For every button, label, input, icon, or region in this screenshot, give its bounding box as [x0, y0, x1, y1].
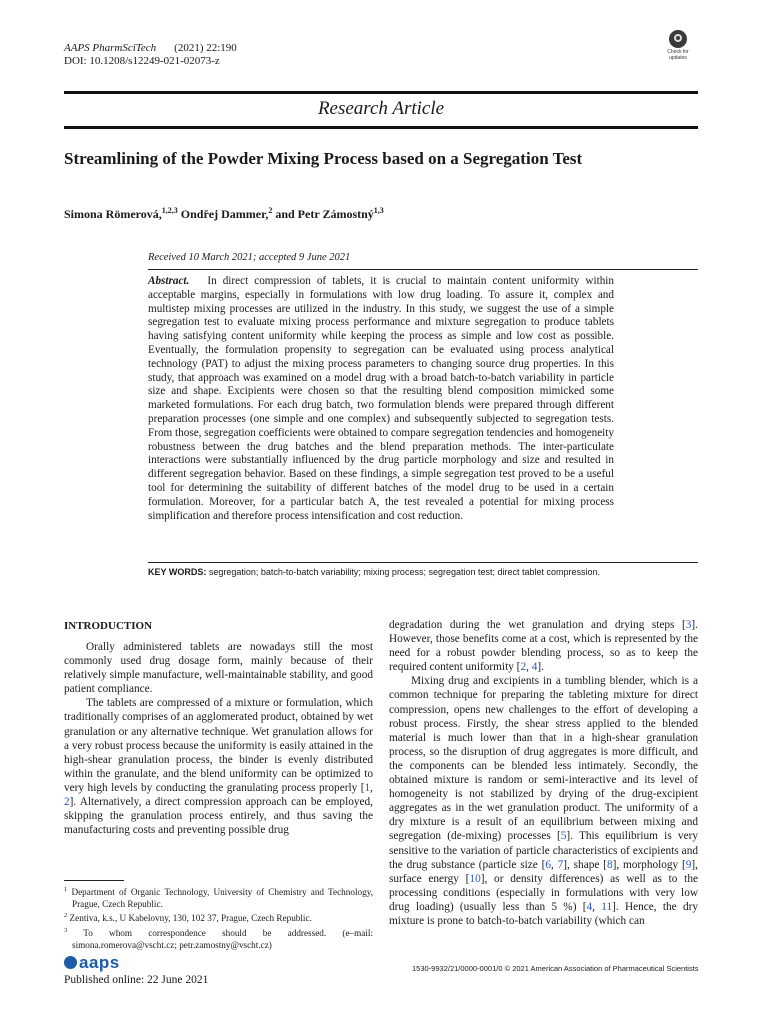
- abstract-top-rule: [148, 269, 698, 270]
- footnote-number: 3: [64, 927, 68, 935]
- aaps-mark-icon: [64, 956, 77, 969]
- paragraph-text: ], or density differences) as well as to the processing conditions (especially in formulations with very low drug loading) (usually less than 5 %) [: [389, 872, 698, 913]
- published-date: Published online: 22 June 2021: [64, 974, 209, 986]
- paragraph-text: Mixing drug and excipients in a tumbling blender, which is a common technique for preparing the tableting mixture for direct compression, opens new challenges to the effort of developing a robust process. Firstly, the shear stress applied to the blended material is much lower than that in a high-shear granulation process, so the disruption of drug aggregates is more difficult, and the components can be blended less intimately. Secondly, the obtained mixture is random or semi-interactive and its level of homogeneity is not stabilized by drying of the drug-excipient aggregates as in the wet granulation product. The uniformity of a dry mixture is a result of an equilibrium between mixing and segregation (de-mixing) processes [: [389, 675, 698, 843]
- citation-separator: ,: [551, 858, 558, 871]
- citation-separator: ,: [592, 900, 602, 913]
- citation-link[interactable]: 3: [685, 619, 692, 631]
- citation-link[interactable]: 4: [586, 900, 593, 913]
- citation-link[interactable]: 8: [606, 858, 613, 871]
- affiliation-ref: 2: [268, 206, 273, 215]
- citation-link[interactable]: 7: [557, 858, 564, 871]
- footnotes: [64, 884, 373, 952]
- author-1[interactable]: Simona Römerová,: [64, 207, 162, 221]
- citation-link[interactable]: 6: [545, 858, 551, 871]
- logo-text: aaps: [79, 953, 120, 972]
- paragraph-text: The tablets are compressed of a mixture or formulation, which traditionally comprises of an agglomerated product, obtained by wet granulation or any alternative technique. Wet granulation allows for a very robust process because the uniformity is easily attained in the high-shear granulation process, the binder is evenly distributed within the granulate, and the blend uniformity can be optimized to very high levels by conducting the granulating process properly [: [64, 697, 374, 794]
- badge-label: Check for updates: [667, 49, 689, 61]
- paragraph: [389, 674, 698, 928]
- citation-link[interactable]: 9: [685, 858, 692, 871]
- citation-link[interactable]: 4: [531, 661, 538, 674]
- paragraph-text: ]. However, those benefits come at a cost, which is represented by the need for a robust powder blending process, so as to keep the required content uniformity [: [389, 619, 698, 674]
- affiliation-ref: 1,2,3: [161, 206, 178, 215]
- citation-separator: ,: [370, 781, 373, 794]
- paragraph-text: ], morphology [: [612, 858, 686, 871]
- left-column: [64, 640, 373, 837]
- abstract-text: In direct compression of tablets, it is crucial to maintain content uniformity within acceptable margins, especially in formulations with low drug loading. To assure it, complex and multistep mixing processes are utilized in the industry. In this study, we suggest the use of a simple segregation test to evaluate mixing process performance and mixture segregation to produce tablets having satisfying content uniformity while keeping the process as simple and low cost as possible. Eventually, the formulation propensity to segregation can be evaluated using process analytical technology (PAT) to adjust the mixing process parameters to changing source drug properties. In this study, that approach was examined on a model drug with a broad batch-to-batch variability in particle size and shape. Excipients were chosen so that the resulting blend composition mimicked some marketed formulations. For each drug batch, two formulation blends were prepared through different preparation processes (one simple and one complex) and subsequently subjected to segregation tests. From those, segregation coefficients were obtained to compare segregation tendencies and homogeneity robustness between the drug batches and the blend preparation methods. The inter-particulate interactions were substantially influenced by the drug particle morphology and size and resulted in different segregation behavior. Based on these findings, a simple segregation test proved to be a useful tool for determining the suitability of different batches of the model drug to be used in a certain formulation. Moreover, for a particular batch A, the test revealed a potential for mixing process simplification and therefore process intensification and cost reduction.: [148, 275, 614, 522]
- paragraph: [389, 618, 698, 674]
- citation-link[interactable]: 2: [64, 796, 70, 809]
- check-for-updates-badge[interactable]: [661, 30, 695, 64]
- update-icon: [669, 30, 687, 48]
- footnote-text: To whom correspondence should be addressed. (e–mail: simona.romerova@vscht.cz; petr.zamostny@vscht.cz): [67, 928, 373, 950]
- citation-link[interactable]: 1: [364, 781, 371, 794]
- doi[interactable]: DOI: 10.1208/s12249-021-02073-z: [64, 55, 220, 67]
- section-type: Research Article: [317, 98, 445, 119]
- citation-separator: ,: [526, 661, 532, 674]
- keywords-rule: [148, 562, 698, 563]
- aaps-logo[interactable]: [64, 953, 120, 973]
- footnote-text: Zentiva, k.s., U Kabelovny, 130, 102 37, Prague, Czech Republic.: [67, 913, 312, 924]
- keywords-label: KEY WORDS:: [148, 567, 207, 577]
- keywords-text: segregation; batch-to-batch variability; mixing process; segregation test; direct tablet compression.: [206, 567, 601, 577]
- footnote: [64, 884, 373, 910]
- section-heading: INTRODUCTION: [64, 620, 153, 632]
- footnote-number: 2: [64, 912, 68, 920]
- paragraph: [64, 696, 373, 837]
- received-date: Received 10 March 2021; accepted 9 June 2021: [148, 252, 351, 263]
- footnote-text: Department of Organic Technology, University of Chemistry and Technology, Prague, Czech Republic.: [67, 887, 373, 909]
- top-rule: [64, 91, 698, 94]
- citation-link[interactable]: 10: [469, 872, 481, 885]
- footnote: [64, 910, 373, 925]
- keywords: [148, 567, 698, 578]
- abstract: [148, 275, 614, 523]
- paragraph-text: ], surface energy [: [389, 858, 698, 885]
- footnote: [64, 925, 373, 951]
- paragraph-text: ].: [537, 661, 545, 674]
- paragraph-text: ]. Hence, the dry mixture is prone to batch-to-batch variability (which can: [389, 900, 698, 927]
- affiliation-ref: 1,3: [373, 206, 384, 215]
- paragraph-text: degradation during the wet granulation and drying steps [: [389, 619, 686, 631]
- section-rule: [64, 126, 698, 129]
- abstract-label: Abstract.: [148, 275, 190, 287]
- right-column: [389, 618, 698, 928]
- citation-link[interactable]: 2: [520, 661, 527, 674]
- author-2[interactable]: Ondřej Dammer,: [177, 207, 269, 221]
- paragraph-text: ]. This equilibrium is very sensitive to the variation of particle characteristics of excipients and the drug substance (particle size [: [389, 830, 698, 871]
- citation-link[interactable]: 11: [601, 900, 613, 913]
- paragraph: Orally administered tablets are nowadays still the most commonly used drug dosage form, mainly because of their relatively simple manufacture, well-maintainable stability, and good patient compliance.: [64, 641, 373, 696]
- author-list: [64, 206, 384, 222]
- article-title: Streamlining of the Powder Mixing Process based on a Segregation Test: [64, 149, 583, 168]
- paragraph-text: ]. Alternatively, a direct compression approach can be employed, skipping the granulation process entirely, and thus saving the manufacturing costs and preventing possible drug: [64, 796, 373, 837]
- citation-link[interactable]: 5: [560, 830, 567, 843]
- volume-info: (2021) 22:190: [174, 42, 237, 54]
- footnote-number: 1: [64, 886, 68, 893]
- journal-title: AAPS PharmSciTech: [64, 42, 157, 54]
- journal-name: [64, 42, 237, 54]
- paragraph-text: ], shape [: [563, 858, 607, 871]
- author-3[interactable]: and Petr Zámostný: [272, 207, 374, 221]
- footnote-rule: [64, 880, 124, 881]
- copyright: 1530-9932/21/0000-0001/0 © 2021 American Association of Pharmaceutical Scientists: [412, 964, 699, 973]
